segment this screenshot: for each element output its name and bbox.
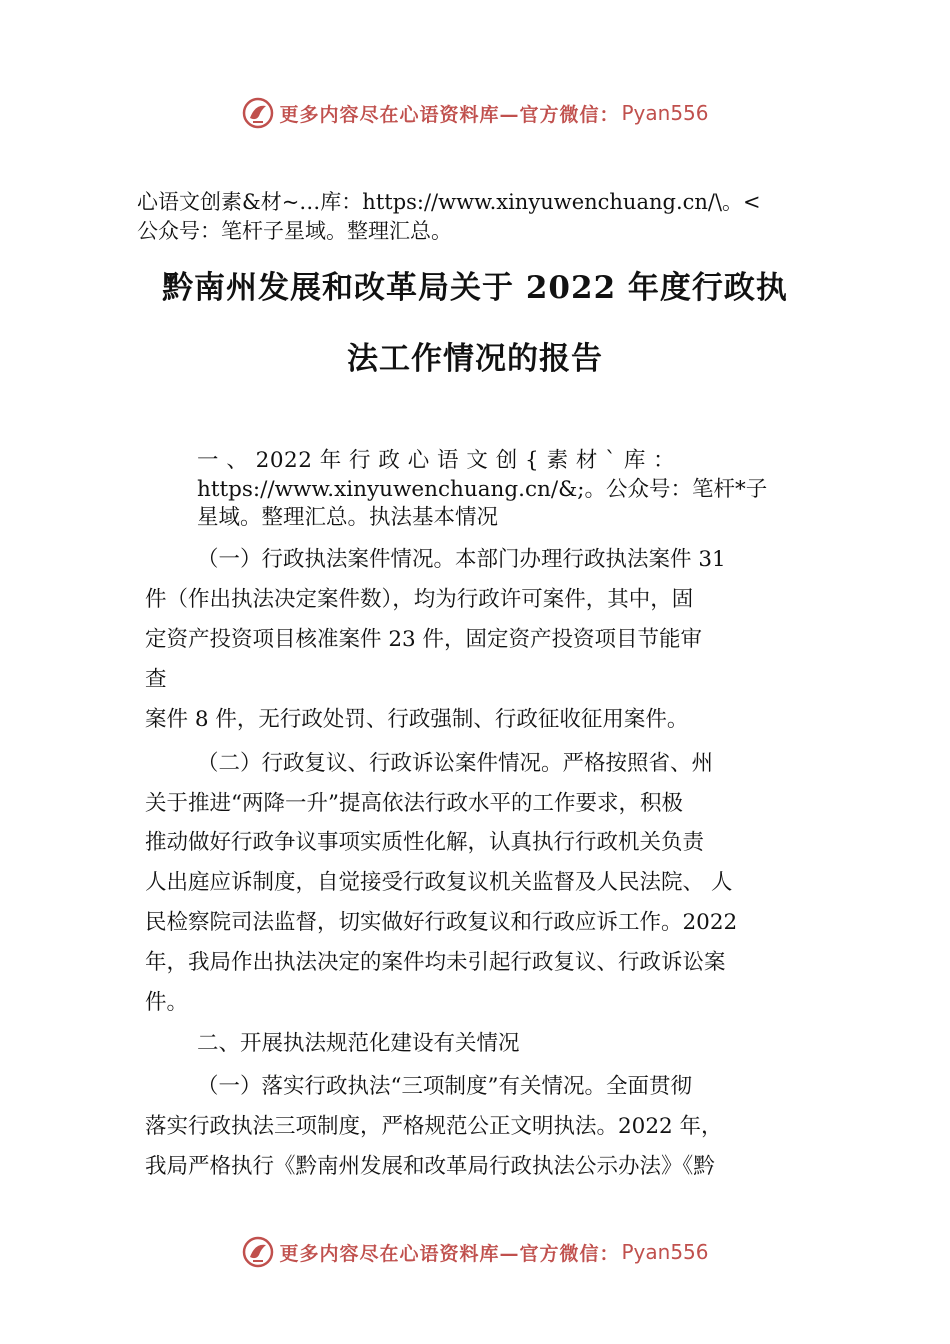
section-2-heading: 二、开展执法规范化建设有关情况 [197,1031,520,1056]
paragraph-2-line-5: 民检察院司法监督，切实做好行政复议和行政应诉工作。2022 [145,910,738,935]
paragraph-2-line-4: 人出庭应诉制度，自觉接受行政复议机关监督及人民法院、 人 [145,870,733,895]
paragraph-1-line-5: 案件 8 件，无行政处罚、行政强制、行政征收征用案件。 [145,707,689,732]
watermark-text: 更多内容尽在心语资料库—官方微信： [279,1242,620,1265]
xinyu-logo-icon [241,96,275,130]
watermark-text: 更多内容尽在心语资料库—官方微信： [279,103,620,126]
paragraph-2-line-1: （二）行政复议、行政诉讼案件情况。严格按照省、州 [197,751,714,776]
paragraph-2-line-7: 件。 [145,990,189,1015]
section-1-heading-line-3: 星域。整理汇总。执法基本情况 [197,505,499,530]
section-1-heading-line-2: https://www.xinyuwenchuang.cn/&;。公众号：笔杆*子 [197,477,768,502]
section-1-heading-line-1: 一 、 2022 年 行 政 心 语 文 创 { 素 材 ` 库 ： [197,448,676,473]
watermark-banner-bottom [0,1232,950,1272]
paragraph-2-line-6: 年，我局作出执法决定的案件均未引起行政复议、行政诉讼案 [145,950,726,975]
watermark-wechat-id: Pyan556 [621,1240,709,1264]
document-title-line-1: 黔南州发展和改革局关于 2022 年度行政执 [162,270,788,306]
xinyu-logo-icon [241,1235,275,1269]
paragraph-2-line-3: 推动做好行政争议事项实质性化解，认真执行行政机关负责 [145,830,705,855]
paragraph-1-line-1: （一）行政执法案件情况。本部门办理行政执法案件 31 [197,547,726,572]
source-note-line-1: 心语文创素&材~…库：https://www.xinyuwenchuang.cn/\。< [137,190,761,214]
paragraph-2-line-2: 关于推进“两降一升”提高依法行政水平的工作要求，积极 [145,791,683,816]
paragraph-1-line-4: 查 [145,667,167,692]
source-note-line-2: 公众号：笔杆子星域。整理汇总。 [137,219,452,243]
watermark-banner-top [0,93,950,133]
paragraph-1-line-3: 定资产投资项目核准案件 23 件，固定资产投资项目节能审 [145,627,703,652]
paragraph-3-line-1: （一）落实行政执法“三项制度”有关情况。全面贯彻 [197,1074,692,1099]
paragraph-1-line-2: 件（作出执法决定案件数），均为行政许可案件，其中，固 [145,587,694,612]
watermark-wechat-id: Pyan556 [621,101,709,125]
document-title-line-2: 法工作情况的报告 [347,341,603,377]
paragraph-3-line-3: 我局严格执行《黔南州发展和改革局行政执法公示办法》《黔 [145,1154,715,1179]
paragraph-3-line-2: 落实行政执法三项制度，严格规范公正文明执法。2022 年， [145,1114,723,1139]
